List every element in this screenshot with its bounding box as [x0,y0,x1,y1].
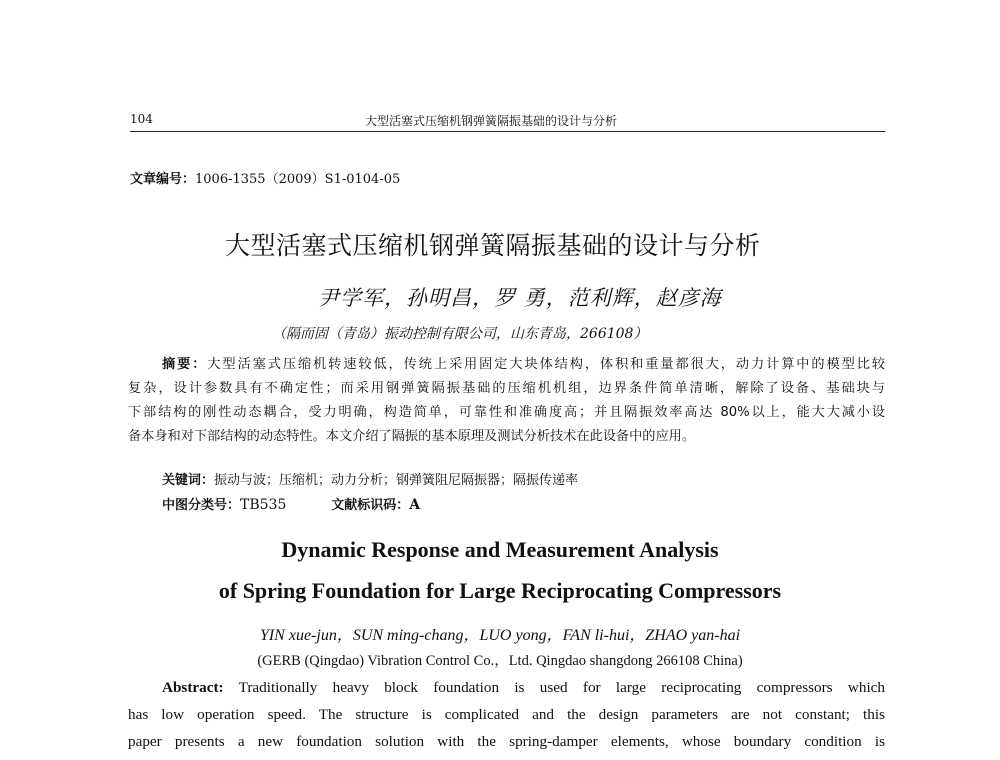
keywords-label: 关键词： [162,473,215,488]
title-en-line2: of Spring Foundation for Large Reciprocating Compressors [218,578,782,603]
running-title: 大型活塞式压缩机钢弹簧隔振基础的设计与分析 [365,114,618,128]
article-number [130,168,400,187]
classification [162,494,420,513]
keywords-cn [162,469,578,488]
abstract-en-line: has low operation speed. The structure is complicated and the design parameters are not constant; this [128,706,885,723]
abstract-cn-label: 摘要： [162,357,208,372]
abstract-cn-line: 下部结构的刚性动态耦合，受力明确，构造简单，可靠性和准确度高；并且隔振效率高达 80%以上，能大大减小设 [128,405,885,420]
header-rule [130,131,885,132]
classification-value: TB535 [240,497,287,513]
abstract-en-label: Abstract: [162,679,224,696]
title-en-line1: Dynamic Response and Measurement Analysis [281,537,719,562]
title-cn: 大型活塞式压缩机钢弹簧隔振基础的设计与分析 [225,231,761,260]
abstract-en [128,674,885,755]
affiliation-en: (GERB (Qingdao) Vibration Control Co.，Ltd. Qingdao shangdong 266108 China) [257,653,743,669]
abstract-cn-line: 复杂，设计参数具有不确定性；而采用钢弹簧隔振基础的压缩机机组，边界条件简单清晰，解除了设备、基础块与 [128,381,885,396]
doc-code-value: A [409,497,421,513]
classification-label: 中图分类号： [162,498,241,513]
abstract-en-line [128,674,885,701]
abstract-cn-line [128,353,885,377]
authors-cn: 尹学军，孙明昌，罗 勇，范利辉，赵彦海 [318,286,722,310]
abstract-cn-line: 备本身和对下部结构的动态特性。本文介绍了隔振的基本原理及测试分析技术在此设备中的应用。 [128,429,696,444]
abstract-en-line: paper presents a new foundation solution with the spring-damper elements, whose boundary condition is [128,733,885,750]
page-number: 104 [130,112,153,126]
affiliation-cn: （隔而固（青岛）振动控制有限公司，山东青岛，266108） [272,326,648,342]
keywords-value: 振动与波；压缩机；动力分析；钢弹簧阻尼隔振器；隔振传递率 [214,473,579,488]
abstract-cn-text: 大型活塞式压缩机转速较低，传统上采用固定大块体结构，体积和重量都很大，动力计算中的模型比较 [207,357,886,372]
authors-en: YIN xue-jun，SUN ming-chang，LUO yong，FAN li-hui，ZHAO yan-hai [259,627,741,644]
article-number-value: 1006-1355（2009）S1-0104-05 [195,172,401,187]
abstract-cn [128,353,885,449]
abstract-en-text: Traditionally heavy block foundation is used for large reciprocating compressors which [238,679,886,696]
doc-code-label: 文献标识码： [331,498,410,513]
article-number-label: 文章编号： [130,172,196,187]
